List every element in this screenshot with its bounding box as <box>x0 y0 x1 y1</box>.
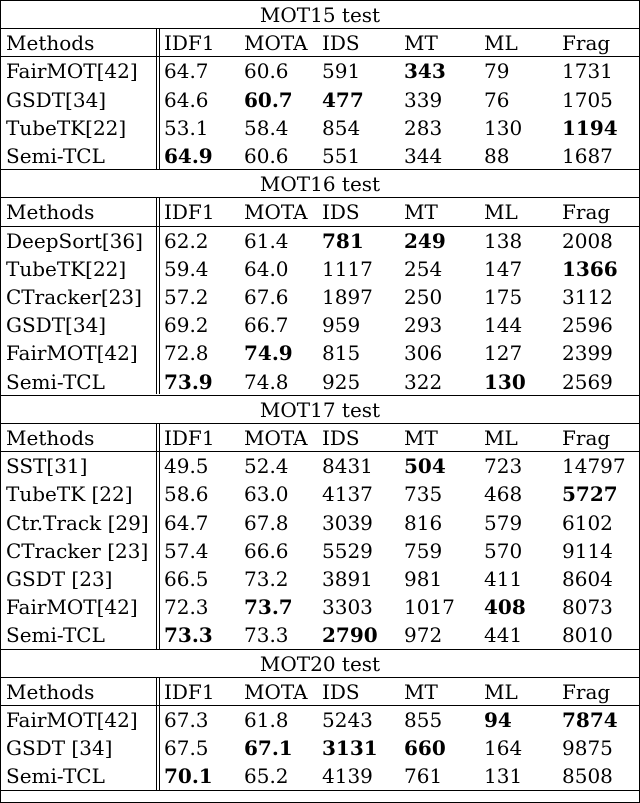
metric-value: 76 <box>484 88 510 112</box>
metric-value: 5727 <box>562 482 618 506</box>
metric-value: 925 <box>322 370 361 394</box>
metric-value: 8073 <box>562 595 613 619</box>
metric-value: 8604 <box>562 567 613 591</box>
metric-value: 6102 <box>562 511 613 535</box>
metric-value: 138 <box>484 229 523 253</box>
metric-value: 74.8 <box>244 370 289 394</box>
metric-value: 306 <box>404 341 443 365</box>
metric-value: 49.5 <box>164 454 209 478</box>
metric-value: 254 <box>404 257 443 281</box>
metric-value: 249 <box>404 229 446 253</box>
column-header: IDS <box>322 426 360 450</box>
method-name: Ctr.Track [29] <box>6 511 149 535</box>
column-header: MT <box>404 31 438 55</box>
metric-value: 66.5 <box>164 567 209 591</box>
metric-value: 1687 <box>562 144 613 168</box>
column-header: Frag <box>562 426 611 450</box>
metric-value: 1117 <box>322 257 373 281</box>
column-header: ML <box>484 680 518 704</box>
metric-value: 570 <box>484 539 523 563</box>
metric-value: 411 <box>484 567 523 591</box>
metric-value: 73.2 <box>244 567 289 591</box>
metric-value: 759 <box>404 539 443 563</box>
metric-value: 67.3 <box>164 708 209 732</box>
column-header: MT <box>404 426 438 450</box>
metric-value: 67.5 <box>164 736 209 760</box>
metric-value: 64.7 <box>164 59 209 83</box>
method-name: CTracker [23] <box>6 539 149 563</box>
column-header: ML <box>484 31 518 55</box>
section-rule <box>0 790 640 791</box>
metric-value: 66.7 <box>244 313 289 337</box>
method-name: Semi-TCL <box>6 764 105 788</box>
metric-value: 67.1 <box>244 736 293 760</box>
metric-value: 2596 <box>562 313 613 337</box>
metric-value: 70.1 <box>164 764 213 788</box>
metric-value: 60.6 <box>244 59 289 83</box>
column-rule <box>0 0 1 803</box>
metric-value: 64.0 <box>244 257 289 281</box>
metric-value: 1731 <box>562 59 613 83</box>
column-header: MT <box>404 200 438 224</box>
column-header: IDF1 <box>164 426 215 450</box>
metric-value: 959 <box>322 313 361 337</box>
metric-value: 53.1 <box>164 116 209 140</box>
metric-value: 4139 <box>322 764 373 788</box>
metric-value: 88 <box>484 144 510 168</box>
metric-value: 60.6 <box>244 144 289 168</box>
column-header: MOTA <box>244 426 308 450</box>
metric-value: 72.3 <box>164 595 209 619</box>
metric-value: 468 <box>484 482 523 506</box>
metric-value: 816 <box>404 511 443 535</box>
column-rule <box>159 28 160 169</box>
column-rule <box>156 677 157 790</box>
metric-value: 59.4 <box>164 257 209 281</box>
column-header: ML <box>484 426 518 450</box>
metric-value: 73.9 <box>164 370 213 394</box>
metric-value: 781 <box>322 229 364 253</box>
metric-value: 64.9 <box>164 144 213 168</box>
method-name: FairMOT[42] <box>6 708 138 732</box>
metric-value: 5529 <box>322 539 373 563</box>
metric-value: 62.2 <box>164 229 209 253</box>
metric-value: 58.6 <box>164 482 209 506</box>
metric-value: 60.7 <box>244 88 293 112</box>
section-rule <box>0 28 640 29</box>
column-header: ML <box>484 200 518 224</box>
metric-value: 14797 <box>562 454 626 478</box>
method-name: TubeTK [22] <box>6 482 133 506</box>
metric-value: 69.2 <box>164 313 209 337</box>
metric-value: 343 <box>404 59 446 83</box>
metric-value: 64.7 <box>164 511 209 535</box>
metric-value: 8431 <box>322 454 373 478</box>
column-rule <box>156 423 157 649</box>
metric-value: 1897 <box>322 285 373 309</box>
method-name: TubeTK[22] <box>6 116 127 140</box>
metric-value: 9875 <box>562 736 613 760</box>
method-name: TubeTK[22] <box>6 257 127 281</box>
metric-value: 61.4 <box>244 229 289 253</box>
metric-value: 52.4 <box>244 454 289 478</box>
column-header: IDS <box>322 200 360 224</box>
metric-value: 735 <box>404 482 443 506</box>
metric-value: 58.4 <box>244 116 289 140</box>
metric-value: 1366 <box>562 257 618 281</box>
metric-value: 815 <box>322 341 361 365</box>
metric-value: 477 <box>322 88 364 112</box>
column-header: Methods <box>6 680 95 704</box>
metric-value: 2399 <box>562 341 613 365</box>
method-name: GSDT [34] <box>6 736 113 760</box>
section-title: MOT16 test <box>259 172 381 196</box>
metric-value: 3112 <box>562 285 613 309</box>
column-rule <box>159 677 160 790</box>
metric-value: 94 <box>484 708 512 732</box>
metric-value: 3131 <box>322 736 378 760</box>
metric-value: 250 <box>404 285 443 309</box>
metric-value: 283 <box>404 116 443 140</box>
column-header: Methods <box>6 200 95 224</box>
metric-value: 61.8 <box>244 708 289 732</box>
metric-value: 73.3 <box>244 623 289 647</box>
metric-value: 981 <box>404 567 443 591</box>
metric-value: 344 <box>404 144 443 168</box>
section-rule <box>0 197 640 198</box>
metric-value: 73.7 <box>244 595 293 619</box>
method-name: GSDT[34] <box>6 88 107 112</box>
metric-value: 972 <box>404 623 443 647</box>
column-header: IDS <box>322 680 360 704</box>
metric-value: 5243 <box>322 708 373 732</box>
metric-value: 67.6 <box>244 285 289 309</box>
metric-value: 8010 <box>562 623 613 647</box>
header-rule <box>0 451 640 452</box>
metric-value: 73.3 <box>164 623 213 647</box>
metric-value: 127 <box>484 341 523 365</box>
metric-value: 2008 <box>562 229 613 253</box>
column-header: IDF1 <box>164 680 215 704</box>
metric-value: 3891 <box>322 567 373 591</box>
metric-value: 8508 <box>562 764 613 788</box>
column-rule <box>159 423 160 649</box>
section-rule <box>0 423 640 424</box>
column-rule <box>156 197 157 394</box>
metric-value: 591 <box>322 59 361 83</box>
column-rule <box>156 28 157 169</box>
metric-value: 3303 <box>322 595 373 619</box>
metric-value: 64.6 <box>164 88 209 112</box>
section-title: MOT20 test <box>259 652 381 676</box>
column-header: MT <box>404 680 438 704</box>
method-name: Semi-TCL <box>6 370 105 394</box>
column-header: Methods <box>6 426 95 450</box>
method-name: SST[31] <box>6 454 88 478</box>
column-header: MOTA <box>244 200 308 224</box>
metric-value: 144 <box>484 313 523 337</box>
method-name: GSDT [23] <box>6 567 113 591</box>
metric-value: 147 <box>484 257 523 281</box>
metric-value: 57.4 <box>164 539 209 563</box>
method-name: FairMOT[42] <box>6 59 138 83</box>
metric-value: 408 <box>484 595 526 619</box>
metric-value: 66.6 <box>244 539 289 563</box>
metric-value: 79 <box>484 59 510 83</box>
method-name: FairMOT[42] <box>6 595 138 619</box>
metric-value: 504 <box>404 454 446 478</box>
metric-value: 131 <box>484 764 523 788</box>
metric-value: 175 <box>484 285 523 309</box>
metric-value: 63.0 <box>244 482 289 506</box>
metric-value: 7874 <box>562 708 618 732</box>
metric-value: 723 <box>484 454 523 478</box>
metric-value: 130 <box>484 370 526 394</box>
metric-value: 854 <box>322 116 361 140</box>
metric-value: 579 <box>484 511 523 535</box>
metric-value: 855 <box>404 708 443 732</box>
method-name: CTracker[23] <box>6 285 142 309</box>
metric-value: 4137 <box>322 482 373 506</box>
metric-value: 130 <box>484 116 523 140</box>
section-rule <box>0 677 640 678</box>
metric-value: 1194 <box>562 116 618 140</box>
metric-value: 72.8 <box>164 341 209 365</box>
section-title: MOT15 test <box>259 3 381 27</box>
column-header: IDS <box>322 31 360 55</box>
metric-value: 57.2 <box>164 285 209 309</box>
column-header: Frag <box>562 680 611 704</box>
column-header: IDF1 <box>164 200 215 224</box>
column-header: IDF1 <box>164 31 215 55</box>
method-name: DeepSort[36] <box>6 229 143 253</box>
metric-value: 164 <box>484 736 523 760</box>
metric-value: 67.8 <box>244 511 289 535</box>
metric-value: 9114 <box>562 539 613 563</box>
metric-value: 441 <box>484 623 523 647</box>
column-header: Methods <box>6 31 95 55</box>
column-header: MOTA <box>244 680 308 704</box>
method-name: Semi-TCL <box>6 623 105 647</box>
metric-value: 339 <box>404 88 443 112</box>
metric-value: 761 <box>404 764 443 788</box>
column-header: MOTA <box>244 31 308 55</box>
column-header: Frag <box>562 200 611 224</box>
method-name: GSDT[34] <box>6 313 107 337</box>
method-name: Semi-TCL <box>6 144 105 168</box>
metric-value: 74.9 <box>244 341 293 365</box>
metric-value: 551 <box>322 144 361 168</box>
method-name: FairMOT[42] <box>6 341 138 365</box>
column-rule <box>159 197 160 394</box>
column-header: Frag <box>562 31 611 55</box>
metric-value: 2790 <box>322 623 378 647</box>
metric-value: 1705 <box>562 88 613 112</box>
metric-value: 660 <box>404 736 446 760</box>
metric-value: 293 <box>404 313 443 337</box>
metric-value: 3039 <box>322 511 373 535</box>
metric-value: 1017 <box>404 595 455 619</box>
metric-value: 2569 <box>562 370 613 394</box>
section-title: MOT17 test <box>259 398 381 422</box>
metric-value: 65.2 <box>244 764 289 788</box>
metric-value: 322 <box>404 370 443 394</box>
